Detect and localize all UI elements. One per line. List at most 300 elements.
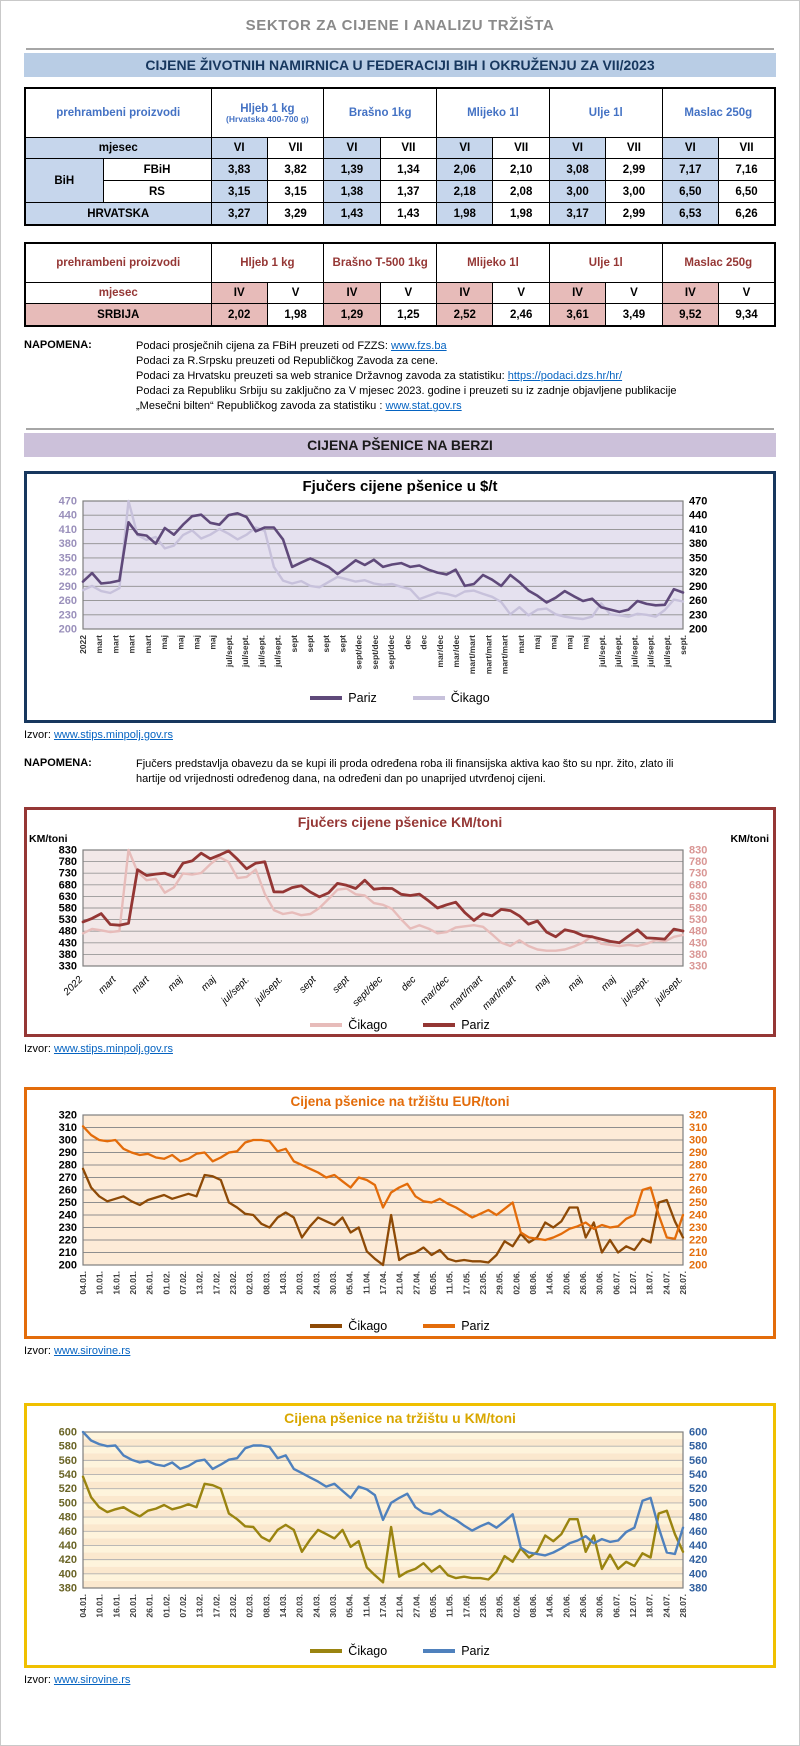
svg-text:14.03.: 14.03.: [278, 1271, 288, 1295]
product-header: Ulje 1l: [549, 88, 662, 138]
svg-text:580: 580: [689, 902, 708, 915]
svg-text:08.03.: 08.03.: [261, 1271, 272, 1295]
table-cell: 2,46: [493, 304, 549, 327]
table-cell: 2,10: [493, 159, 549, 181]
svg-text:mart: mart: [515, 635, 526, 654]
svg-text:07.02.: 07.02.: [178, 1594, 188, 1618]
chart-legend: [27, 1319, 773, 1333]
prices-table-srbija: [24, 242, 776, 327]
svg-text:24.07.: 24.07.: [661, 1594, 672, 1618]
svg-text:02.06.: 02.06.: [511, 1271, 522, 1295]
svg-text:23.02.: 23.02.: [228, 1271, 238, 1295]
table-cell: 7,16: [719, 159, 775, 181]
table-cell: 1,34: [380, 159, 436, 181]
svg-text:maj: maj: [565, 974, 586, 994]
svg-text:jul/sept.: jul/sept.: [619, 974, 652, 1007]
banner-food-prices: CIJENE ŽIVOTNIH NAMIRNICA U FEDERACIJI BIH I OKRUŽENJU ZA VII/2023: [24, 53, 776, 77]
svg-text:14.03.: 14.03.: [278, 1594, 288, 1618]
svg-text:780: 780: [58, 856, 77, 869]
product-header: Mlijeko 1l: [437, 88, 550, 138]
table-cell: 6,50: [719, 181, 775, 203]
svg-text:400: 400: [689, 1568, 708, 1581]
table-cell: 2,02: [211, 304, 267, 327]
table-cell: IV: [324, 283, 380, 304]
svg-text:300: 300: [58, 1134, 77, 1147]
svg-text:480: 480: [689, 925, 708, 938]
legend-item: [423, 1644, 489, 1658]
svg-text:380: 380: [58, 538, 77, 551]
chart-plot-area: [27, 1109, 773, 1321]
table-cell: VII: [380, 138, 436, 159]
table-cell: 1,98: [437, 203, 493, 226]
table-cell: 1,39: [324, 159, 380, 181]
legend-label: Čikago: [348, 1644, 388, 1658]
svg-text:maj: maj: [159, 635, 170, 650]
svg-text:maj: maj: [165, 974, 186, 994]
svg-text:maj: maj: [199, 974, 219, 994]
svg-text:200: 200: [58, 1259, 77, 1272]
svg-text:20.01.: 20.01.: [128, 1594, 138, 1618]
svg-text:13.02.: 13.02.: [194, 1594, 205, 1618]
table-cell: VI: [549, 138, 605, 159]
svg-text:11.04.: 11.04.: [361, 1594, 372, 1618]
svg-text:sept/dec: sept/dec: [350, 974, 386, 1009]
svg-text:jul/sept.: jul/sept.: [272, 635, 283, 668]
svg-text:500: 500: [689, 1497, 708, 1510]
svg-text:maj: maj: [191, 635, 202, 650]
svg-text:sept: sept: [321, 635, 332, 653]
svg-text:maj: maj: [548, 635, 559, 650]
svg-text:29.05.: 29.05.: [494, 1271, 505, 1295]
svg-text:27.04.: 27.04.: [411, 1271, 422, 1295]
svg-text:maj: maj: [175, 635, 186, 650]
svg-text:06.07.: 06.07.: [611, 1271, 622, 1295]
svg-text:440: 440: [58, 509, 77, 522]
svg-text:04.01.: 04.01.: [78, 1271, 88, 1295]
svg-text:460: 460: [58, 1525, 77, 1538]
svg-text:260: 260: [689, 1184, 708, 1197]
table-cell: IV: [211, 283, 267, 304]
table-cell: 2,99: [606, 203, 662, 226]
svg-text:400: 400: [58, 1568, 77, 1581]
svg-text:20.03.: 20.03.: [294, 1594, 305, 1618]
svg-text:17.04.: 17.04.: [378, 1271, 388, 1295]
table-row: [25, 88, 775, 138]
svg-text:17.02.: 17.02.: [211, 1271, 222, 1295]
svg-text:mar/dec: mar/dec: [434, 635, 445, 668]
legend-label: Čikago: [348, 1018, 388, 1032]
svg-text:sept/dec: sept/dec: [386, 635, 397, 670]
svg-text:07.02.: 07.02.: [178, 1271, 188, 1295]
table-cell: VII: [719, 138, 775, 159]
link-fzs[interactable]: www.fzs.ba: [390, 340, 447, 352]
source-line: Izvor: www.sirovine.rs: [24, 1345, 131, 1357]
table-cell: 6,50: [662, 181, 718, 203]
banner-wheat-price: CIJENA PŠENICE NA BERZI: [24, 433, 776, 457]
svg-text:270: 270: [689, 1172, 708, 1184]
svg-text:780: 780: [689, 856, 708, 869]
svg-text:17.05.: 17.05.: [461, 1271, 472, 1295]
svg-text:480: 480: [58, 925, 77, 938]
svg-text:jul/sept.: jul/sept.: [661, 635, 672, 668]
table-cell: V: [493, 283, 549, 304]
svg-text:20.03.: 20.03.: [294, 1271, 305, 1295]
svg-text:2022: 2022: [61, 974, 86, 998]
table-cell: 2,18: [437, 181, 493, 203]
svg-text:mart/mart: mart/mart: [483, 635, 494, 675]
table-cell: 3,82: [267, 159, 323, 181]
table-row: [25, 304, 775, 327]
table-cell: 3,00: [549, 181, 605, 203]
svg-text:08.03.: 08.03.: [261, 1594, 272, 1618]
svg-text:470: 470: [58, 495, 77, 508]
legend-line-sample: [310, 1324, 342, 1328]
svg-text:jul/sept.: jul/sept.: [645, 635, 656, 668]
table-row: [25, 203, 775, 226]
svg-text:270: 270: [58, 1172, 77, 1184]
svg-text:KM/toni: KM/toni: [730, 833, 769, 845]
svg-text:380: 380: [58, 948, 77, 961]
svg-text:17.05.: 17.05.: [461, 1594, 472, 1618]
svg-text:380: 380: [58, 1582, 77, 1595]
svg-text:24.03.: 24.03.: [311, 1594, 322, 1618]
napomena-prices: [24, 339, 776, 414]
table-cell: 1,38: [324, 181, 380, 203]
svg-text:mart: mart: [129, 974, 152, 997]
legend-label: Čikago: [450, 691, 490, 705]
svg-text:310: 310: [689, 1122, 708, 1134]
svg-text:sept: sept: [330, 974, 352, 996]
svg-text:30.03.: 30.03.: [328, 1271, 338, 1295]
table-cell: 3,08: [549, 159, 605, 181]
svg-text:540: 540: [58, 1469, 77, 1482]
chart-plot-area: [27, 1426, 773, 1646]
svg-text:dec: dec: [399, 974, 419, 994]
svg-text:jul/sept.: jul/sept.: [613, 635, 624, 668]
svg-text:24.07.: 24.07.: [661, 1271, 672, 1295]
chart-futures-km: [24, 807, 776, 1037]
svg-text:01.02.: 01.02.: [161, 1594, 172, 1618]
svg-text:830: 830: [58, 844, 77, 857]
chart-canvas: [27, 1109, 771, 1321]
svg-text:10.01.: 10.01.: [94, 1594, 105, 1618]
svg-text:16.01.: 16.01.: [111, 1594, 122, 1618]
legend-line-sample: [310, 1649, 342, 1653]
svg-text:28.07.: 28.07.: [678, 1271, 688, 1295]
table-cell: 3,00: [606, 181, 662, 203]
svg-text:540: 540: [689, 1469, 708, 1482]
svg-text:300: 300: [689, 1134, 708, 1147]
svg-text:23.02.: 23.02.: [228, 1594, 238, 1618]
svg-text:27.04.: 27.04.: [411, 1594, 422, 1618]
table-cell: V: [380, 283, 436, 304]
svg-text:11.05.: 11.05.: [444, 1271, 455, 1295]
table-cell: 3,17: [549, 203, 605, 226]
svg-text:320: 320: [689, 1109, 708, 1122]
table-cell: 3,29: [267, 203, 323, 226]
legend-label: Pariz: [461, 1644, 490, 1658]
svg-text:maj: maj: [207, 635, 218, 650]
svg-text:jul/sept.: jul/sept.: [629, 635, 640, 668]
svg-text:11.04.: 11.04.: [361, 1271, 372, 1295]
chart-legend: [27, 1644, 773, 1658]
svg-text:maj: maj: [580, 635, 591, 650]
svg-text:350: 350: [58, 552, 77, 565]
table-cell: 9,34: [719, 304, 775, 327]
page-title: SEKTOR ZA CIJENE I ANALIZU TRŽIŠTA: [245, 17, 555, 34]
svg-text:jul/sept.: jul/sept.: [596, 635, 607, 668]
product-header: Hljeb 1 kg (Hrvatska 400-700 g): [211, 88, 324, 138]
svg-text:mart: mart: [96, 974, 119, 997]
product-header: Mlijeko 1l: [437, 243, 550, 283]
svg-text:560: 560: [58, 1454, 77, 1467]
link-sirovine[interactable]: www.sirovine.rs: [53, 1345, 131, 1357]
table-row: [25, 283, 775, 304]
table-cell: 1,29: [324, 304, 380, 327]
link-sirovine[interactable]: www.sirovine.rs: [53, 1674, 131, 1686]
svg-text:220: 220: [58, 1234, 77, 1247]
napomena-text: Podaci prosječnih cijena za FBiH preuzeti od FZZS: www.fzs.ba Podaci za R.Srpsku preuzeti od Republičkog Zavoda za cene. Podaci za Hrvatsku preuzeti sa web stranice Državnog zavoda za statistiku: https://podaci.dzs.hr/hr/ Podaci za Republiku Srbiju su zaključno za V mjesec 2023. godine i preuzeti su iz zadnje objavljene publikacije „Mesečni bilten“ Republičkog zavoda za statistiku : www.stat.gov.rs: [136, 340, 677, 412]
row-label: HRVATSKA: [25, 203, 211, 226]
table-cell: 2,08: [493, 181, 549, 203]
table-row: [25, 181, 775, 203]
svg-text:210: 210: [689, 1247, 708, 1259]
table-cell: 2,06: [437, 159, 493, 181]
svg-text:01.02.: 01.02.: [161, 1271, 172, 1295]
svg-text:mar/dec: mar/dec: [450, 635, 461, 668]
svg-text:330: 330: [689, 960, 708, 973]
chart-title: Fjučers cijene pšenice u $/t: [302, 478, 498, 495]
table-cell: VI: [437, 138, 493, 159]
chart-market-eur: [24, 1087, 776, 1339]
chart-plot-area: [27, 495, 773, 693]
svg-text:jul/sept.: jul/sept.: [219, 974, 252, 1007]
svg-text:dec: dec: [418, 635, 429, 650]
svg-text:480: 480: [689, 1511, 708, 1524]
table-cell: 7,17: [662, 159, 718, 181]
legend-line-sample: [310, 1023, 342, 1027]
svg-text:sept/dec: sept/dec: [369, 635, 380, 670]
svg-text:sept.: sept.: [678, 635, 688, 655]
svg-text:430: 430: [689, 937, 708, 950]
svg-text:sept/dec: sept/dec: [353, 635, 364, 670]
svg-text:mart/mart: mart/mart: [447, 974, 486, 1013]
svg-text:320: 320: [689, 566, 708, 579]
table-cell: 1,25: [380, 304, 436, 327]
table-cell: VI: [211, 138, 267, 159]
svg-text:dec: dec: [402, 635, 413, 650]
product-header: Maslac 250g: [662, 88, 775, 138]
table-cell: VII: [267, 138, 323, 159]
svg-text:02.06.: 02.06.: [511, 1594, 522, 1618]
legend-label: Pariz: [461, 1018, 490, 1032]
svg-text:13.02.: 13.02.: [194, 1271, 205, 1295]
svg-text:30.06.: 30.06.: [594, 1271, 605, 1295]
legend-item: [413, 691, 490, 705]
svg-text:290: 290: [58, 1147, 77, 1159]
svg-text:630: 630: [689, 890, 708, 903]
svg-text:14.06.: 14.06.: [544, 1271, 555, 1295]
table-cell: 2,99: [606, 159, 662, 181]
svg-text:16.01.: 16.01.: [111, 1271, 122, 1295]
table-cell: 3,83: [211, 159, 267, 181]
link-dzs[interactable]: https://podaci.dzs.hr/hr/: [507, 370, 623, 382]
svg-text:290: 290: [58, 580, 77, 593]
link-stat-gov-rs[interactable]: www.stat.gov.rs: [385, 400, 462, 412]
svg-text:06.07.: 06.07.: [611, 1594, 622, 1618]
svg-text:420: 420: [58, 1554, 77, 1567]
svg-text:sept: sept: [297, 974, 319, 996]
svg-text:04.01.: 04.01.: [78, 1594, 88, 1618]
svg-text:28.07.: 28.07.: [678, 1594, 688, 1618]
svg-text:sept: sept: [288, 635, 299, 653]
svg-text:02.03.: 02.03.: [244, 1271, 255, 1295]
svg-text:630: 630: [58, 890, 77, 903]
svg-text:350: 350: [689, 552, 708, 565]
svg-text:680: 680: [58, 879, 77, 892]
corner-cell: prehrambeni proizvodi: [25, 88, 211, 138]
month-label: mjesec: [25, 283, 211, 304]
svg-text:21.04.: 21.04.: [394, 1271, 405, 1295]
svg-text:530: 530: [689, 914, 708, 927]
table-cell: 1,43: [380, 203, 436, 226]
product-header: Brašno 1kg: [324, 88, 437, 138]
svg-text:260: 260: [58, 595, 77, 608]
svg-text:08.06.: 08.06.: [528, 1594, 538, 1618]
table-cell: 3,49: [606, 304, 662, 327]
svg-text:380: 380: [689, 948, 708, 961]
svg-text:560: 560: [689, 1454, 708, 1467]
svg-text:410: 410: [58, 523, 77, 536]
svg-text:mart/mart: mart/mart: [499, 635, 510, 675]
svg-text:17.02.: 17.02.: [211, 1594, 222, 1618]
legend-item: [423, 1018, 489, 1032]
source-line: Izvor: www.stips.minpolj.gov.rs: [24, 729, 173, 741]
chart-title: Cijena pšenice na tržištu u KM/toni: [284, 1410, 516, 1426]
table-cell: IV: [549, 283, 605, 304]
napomena-label: NAPOMENA:: [24, 757, 92, 769]
svg-text:460: 460: [689, 1525, 708, 1538]
svg-text:220: 220: [689, 1234, 708, 1247]
napomena-futures: [24, 757, 776, 787]
table-cell: 1,43: [324, 203, 380, 226]
svg-text:26.06.: 26.06.: [578, 1594, 588, 1618]
svg-text:sept: sept: [305, 635, 316, 653]
table-cell: VII: [606, 138, 662, 159]
svg-text:680: 680: [689, 879, 708, 892]
legend-line-sample: [310, 696, 342, 700]
legend-line-sample: [423, 1649, 455, 1653]
svg-text:600: 600: [689, 1426, 708, 1439]
svg-text:730: 730: [689, 867, 708, 880]
svg-text:230: 230: [689, 1222, 708, 1234]
svg-text:730: 730: [58, 867, 77, 880]
svg-text:520: 520: [58, 1483, 77, 1496]
svg-text:290: 290: [689, 580, 708, 593]
svg-text:05.05.: 05.05.: [428, 1271, 438, 1295]
svg-text:jul/sept.: jul/sept.: [652, 974, 686, 1007]
chart-canvas: [27, 830, 771, 1020]
svg-text:320: 320: [58, 1109, 77, 1122]
table-cell: V: [606, 283, 662, 304]
legend-line-sample: [423, 1023, 455, 1027]
corner-cell: prehrambeni proizvodi: [25, 243, 211, 283]
divider: [26, 428, 774, 430]
product-header: Brašno T-500 1kg: [324, 243, 437, 283]
svg-text:20.06.: 20.06.: [561, 1594, 572, 1618]
table-cell: 9,52: [662, 304, 718, 327]
napomena-text: Fjučers predstavlja obavezu da se kupi ili proda određena roba ili finansijska aktiva kao što su npr. žito, zlato ili hartije od vrijednosti određenog dana, na određeni dan po unaprijed utvrđenoj cijeni.: [136, 758, 674, 785]
row-label: SRBIJA: [25, 304, 211, 327]
svg-text:200: 200: [58, 623, 77, 636]
svg-text:310: 310: [58, 1122, 77, 1134]
svg-text:05.04.: 05.04.: [344, 1594, 355, 1618]
svg-text:10.01.: 10.01.: [94, 1271, 105, 1295]
svg-text:maj: maj: [532, 974, 552, 994]
svg-text:280: 280: [58, 1159, 77, 1172]
svg-text:11.05.: 11.05.: [444, 1594, 455, 1618]
chart-legend: [27, 691, 773, 705]
svg-text:12.07.: 12.07.: [628, 1594, 638, 1618]
legend-item: [310, 1319, 387, 1333]
link-stips[interactable]: www.stips.minpolj.gov.rs: [53, 1043, 173, 1055]
svg-text:mar/dec: mar/dec: [418, 974, 452, 1008]
svg-text:470: 470: [689, 495, 708, 508]
chart-title: Fjučers cijene pšenice KM/toni: [297, 814, 503, 830]
table-row: [25, 159, 775, 181]
legend-item: [423, 1319, 489, 1333]
svg-text:580: 580: [58, 902, 77, 915]
svg-text:21.04.: 21.04.: [394, 1594, 405, 1618]
svg-text:24.03.: 24.03.: [311, 1271, 322, 1295]
table-cell: 3,27: [211, 203, 267, 226]
svg-text:mart/mart: mart/mart: [467, 635, 478, 675]
svg-text:14.06.: 14.06.: [544, 1594, 555, 1618]
svg-text:sept: sept: [337, 635, 348, 653]
chart-futures-usd: [24, 471, 776, 723]
chart-canvas: [27, 495, 771, 693]
svg-text:jul/sept.: jul/sept.: [240, 635, 251, 668]
svg-text:200: 200: [689, 623, 708, 636]
svg-text:maj: maj: [599, 974, 619, 994]
product-header: Ulje 1l: [549, 243, 662, 283]
legend-item: [310, 1644, 387, 1658]
svg-text:420: 420: [689, 1554, 708, 1567]
svg-text:200: 200: [689, 1259, 708, 1272]
svg-text:26.06.: 26.06.: [578, 1271, 588, 1295]
table-cell: 3,61: [549, 304, 605, 327]
prices-table-bih: [24, 87, 776, 226]
legend-line-sample: [423, 1324, 455, 1328]
legend-item: [310, 691, 376, 705]
link-stips[interactable]: www.stips.minpolj.gov.rs: [53, 729, 173, 741]
svg-text:580: 580: [689, 1440, 708, 1453]
svg-text:mart/mart: mart/mart: [480, 974, 519, 1013]
source-line: Izvor: www.sirovine.rs: [24, 1674, 131, 1686]
legend-label: Čikago: [348, 1319, 388, 1333]
svg-text:440: 440: [689, 509, 708, 522]
table-row: [25, 138, 775, 159]
svg-text:210: 210: [58, 1247, 77, 1259]
table-cell: IV: [662, 283, 718, 304]
product-header: Maslac 250g: [662, 243, 775, 283]
row-label: RS: [103, 181, 211, 203]
svg-text:580: 580: [58, 1440, 77, 1453]
table-cell: 6,53: [662, 203, 718, 226]
table-cell: 6,26: [719, 203, 775, 226]
svg-text:mart: mart: [142, 635, 153, 654]
svg-text:240: 240: [689, 1209, 708, 1222]
